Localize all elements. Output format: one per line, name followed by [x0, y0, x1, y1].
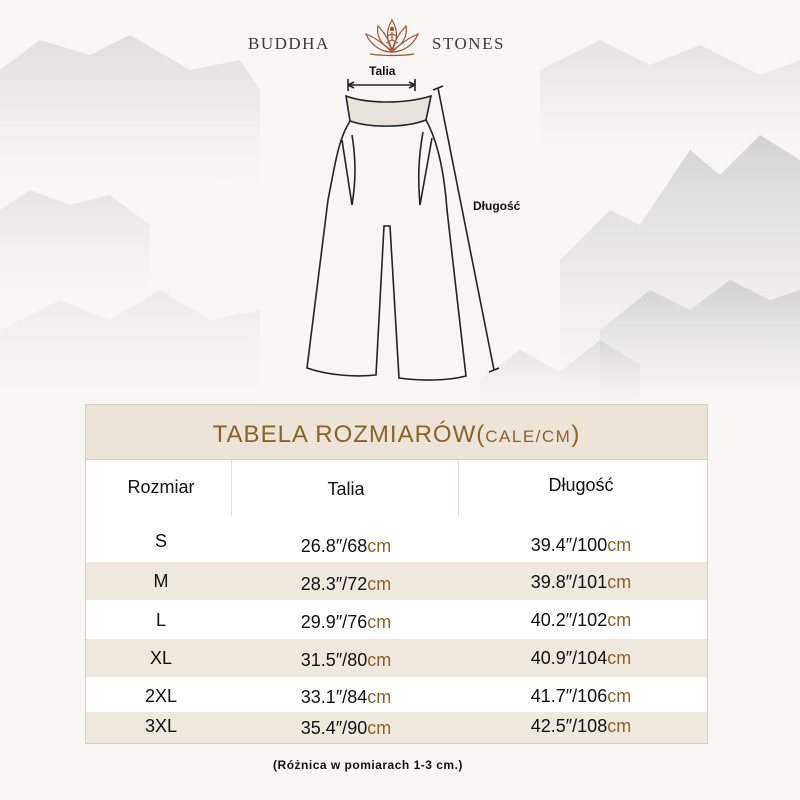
waist-label: Talia — [369, 64, 396, 78]
length-cell: 40.9″/104cm — [530, 648, 632, 668]
waist-cell: 26.8″/68cm — [300, 536, 392, 556]
table-title: TABELA ROZMIARÓW(CALE/CM) — [212, 421, 581, 448]
size-cell: 3XL — [144, 716, 178, 736]
waist-cell: 31.5″/80cm — [300, 650, 392, 670]
size-cell: 2XL — [144, 686, 178, 706]
brand-name-right: STONES — [432, 34, 505, 53]
table-row — [86, 639, 707, 677]
length-cell: 39.8″/101cm — [530, 572, 632, 592]
length-cell: 41.7″/106cm — [530, 686, 632, 706]
column-divider — [458, 460, 459, 516]
table-row — [86, 562, 707, 600]
length-cell: 39.4″/100cm — [530, 535, 632, 555]
size-chart-table — [85, 404, 708, 744]
waist-cell: 29.9″/76cm — [300, 612, 392, 632]
table-row — [86, 601, 707, 639]
column-divider — [231, 460, 232, 516]
header-length: Długość — [548, 475, 614, 495]
header-waist: Talia — [327, 479, 365, 499]
size-cell: XL — [149, 648, 173, 668]
table-title-bar — [86, 405, 707, 460]
length-label: Długość — [473, 199, 521, 213]
waist-cell: 28.3″/72cm — [300, 574, 392, 594]
waist-cell: 33.1″/84cm — [300, 687, 392, 707]
header-size: Rozmiar — [127, 477, 195, 497]
size-cell: M — [153, 571, 169, 591]
length-cell: 40.2″/102cm — [530, 610, 632, 630]
measurement-difference-note: (Różnica w pomiarach 1-3 cm.) — [273, 758, 463, 772]
wide-leg-pants-outline — [290, 60, 530, 400]
lotus-meditator-icon — [356, 14, 428, 58]
table-row — [86, 712, 707, 743]
brand-logo — [0, 14, 800, 62]
table-row — [86, 522, 707, 560]
brand-name-left: BUDDHA — [248, 34, 330, 53]
size-cell: L — [155, 610, 166, 630]
length-cell: 42.5″/108cm — [530, 716, 632, 736]
waist-cell: 35.4″/90cm — [300, 718, 392, 738]
size-cell: S — [154, 531, 167, 551]
